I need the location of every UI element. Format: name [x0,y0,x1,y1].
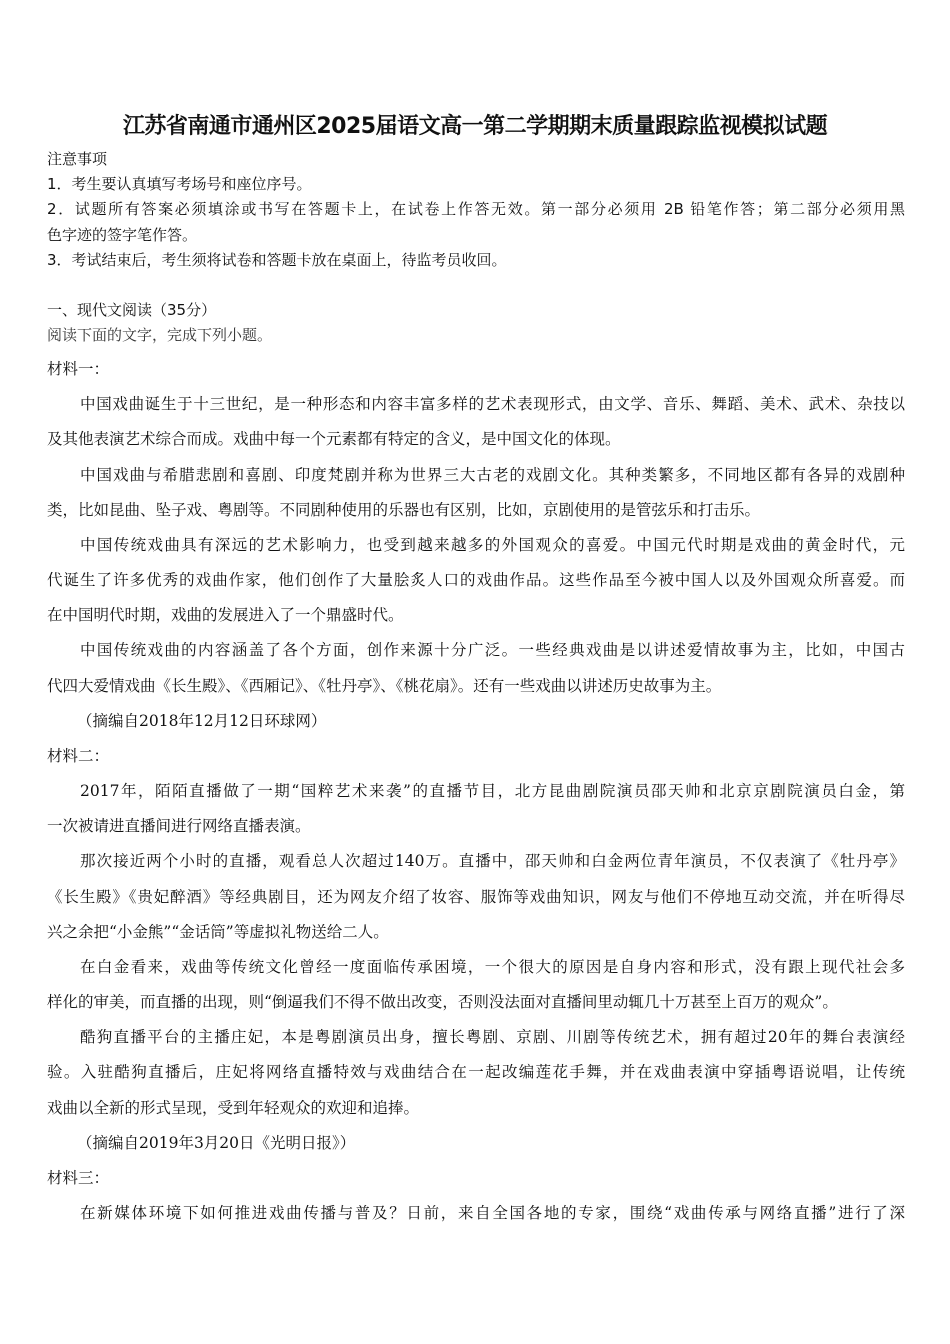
paragraph [47,633,905,703]
text-line: 在白金看来，戏曲等传统文化曾经一度面临传承困境，一个很大的原因是自身内容和形式，没有跟上现代社会多 [80,957,905,976]
text-line: 中国传统戏曲具有深远的艺术影响力，也受到越来越多的外国观众的喜爱。中国元代时期是戏曲的黄金时代，元 [80,535,905,554]
spacer [47,273,905,298]
text-line: 戏曲以全新的形式呈现，受到年轻观众的欢迎和追捧。 [47,1098,420,1117]
section-heading: 一、现代文阅读（35分） [47,301,217,320]
text-line: 在中国明代时期，戏曲的发展进入了一个鼎盛时代。 [47,606,404,625]
text-line: （摘编自2018年12月12日环球网） [77,711,327,730]
text-line: 中国戏曲与希腊悲剧和喜剧、印度梵剧并称为世界三大古老的戏剧文化。其种类繁多，不同地区都有各异的戏剧种 [80,465,905,484]
paragraph [47,387,905,457]
text-line: 类，比如昆曲、坠子戏、粤剧等。不同剧种使用的乐器也有区别，比如，京剧使用的是管弦乐和打击乐。 [47,500,761,519]
paragraph [47,528,905,634]
text-line: 2017年，陌陌直播做了一期“国粹艺术来袭”的直播节目，北方昆曲剧院演员邵天帅和北京京剧院演员白金，第 [80,782,905,801]
notice-section [47,147,905,349]
paragraph [47,458,905,528]
notice-item-2 [47,197,905,247]
source-citation [47,1126,905,1161]
exam-title: 江苏省南通市通州区2025届语文高一第二学期期末质量跟踪监视模拟试题 [122,114,828,139]
paragraph [47,774,905,844]
paragraph [47,950,905,1020]
material-label [47,352,905,387]
text-line: 材料二： [47,746,110,765]
text-line: 兴之余把“小金熊”“金话筒”等虚拟礼物送给二人。 [47,922,389,941]
text-line: 材料三： [47,1168,110,1187]
text-line: 那次接近两个小时的直播，观看总人次超过140万。直播中，邵天帅和白金两位青年演员，不仅表演了《牡丹亭》 [80,852,905,871]
notice-heading: 注意事项 [47,150,108,168]
text-line: 中国传统戏曲的内容涵盖了各个方面，创作来源十分广泛。一些经典戏曲是以讲述爱情故事为主，比如，中国古 [80,641,905,660]
text-line: （摘编自2019年3月20日《光明日报》） [77,1133,356,1152]
notice-item-line: 3．考试结束后，考生须将试卷和答题卡放在桌面上，待监考员收回。 [47,250,507,269]
text-line: 《长生殿》《贵妃醉酒》等经典剧目，还为网友介绍了妆容、服饰等戏曲知识，网友与他们不停地互动交流，并在听得尽 [47,887,905,906]
notice-item-3 [47,248,905,273]
text-line: 酷狗直播平台的主播庄妃，本是粤剧演员出身，擅长粤剧、京剧、川剧等传统艺术，拥有超过20年的舞台表演经 [80,1028,905,1047]
text-line: 在新媒体环境下如何推进戏曲传播与普及？日前，来自全国各地的专家，围绕“戏曲传承与网络直播”进行了深 [80,1204,905,1223]
reading-passage [47,352,905,1231]
notice-item-line: 1．考生要认真填写考场号和座位序号。 [47,175,312,194]
text-line: 代四大爱情戏曲《长生殿》、《西厢记》、《牡丹亭》、《桃花扇》。还有一些戏曲以讲述历史故事为主。 [47,676,722,695]
paragraph [47,1020,905,1126]
paragraph [47,1196,905,1231]
material-label [47,739,905,774]
text-line: 一次被请进直播间进行网络直播表演。 [47,817,311,836]
paragraph [47,844,905,950]
text-line: 中国戏曲诞生于十三世纪，是一种形态和内容丰富多样的艺术表现形式，由文学、音乐、舞蹈、美术、武术、杂技以 [80,395,905,414]
text-line: 及其他表演艺术综合而成。戏曲中每一个元素都有特定的含义，是中国文化的体现。 [47,430,621,449]
text-line: 材料一： [47,360,110,378]
text-line: 样化的审美，而直播的出现，则“倒逼我们不得不做出改变，否则没法面对直播间里动辄几十万甚至上百万的观众”。 [47,993,838,1012]
notice-item-line: 色字迹的签字笔作答。 [47,225,198,244]
text-line: 代诞生了许多优秀的戏曲作家，他们创作了大量脍炙人口的戏曲作品。这些作品至今被中国人以及外国观众所喜爱。而 [47,571,905,590]
text-line: 验。入驻酷狗直播后，庄妃将网络直播特效与戏曲结合在一起改编莲花手舞，并在戏曲表演中穿插粤语说唱，让传统 [47,1063,905,1082]
section-instruction: 阅读下面的文字，完成下列小题。 [47,326,273,345]
source-citation [47,704,905,739]
notice-item-1 [47,172,905,197]
material-label [47,1161,905,1196]
notice-item-line: 2．试题所有答案必须填涂或书写在答题卡上，在试卷上作答无效。第一部分必须用 2B 铅笔作答；第二部分必须用黑 [47,200,905,219]
